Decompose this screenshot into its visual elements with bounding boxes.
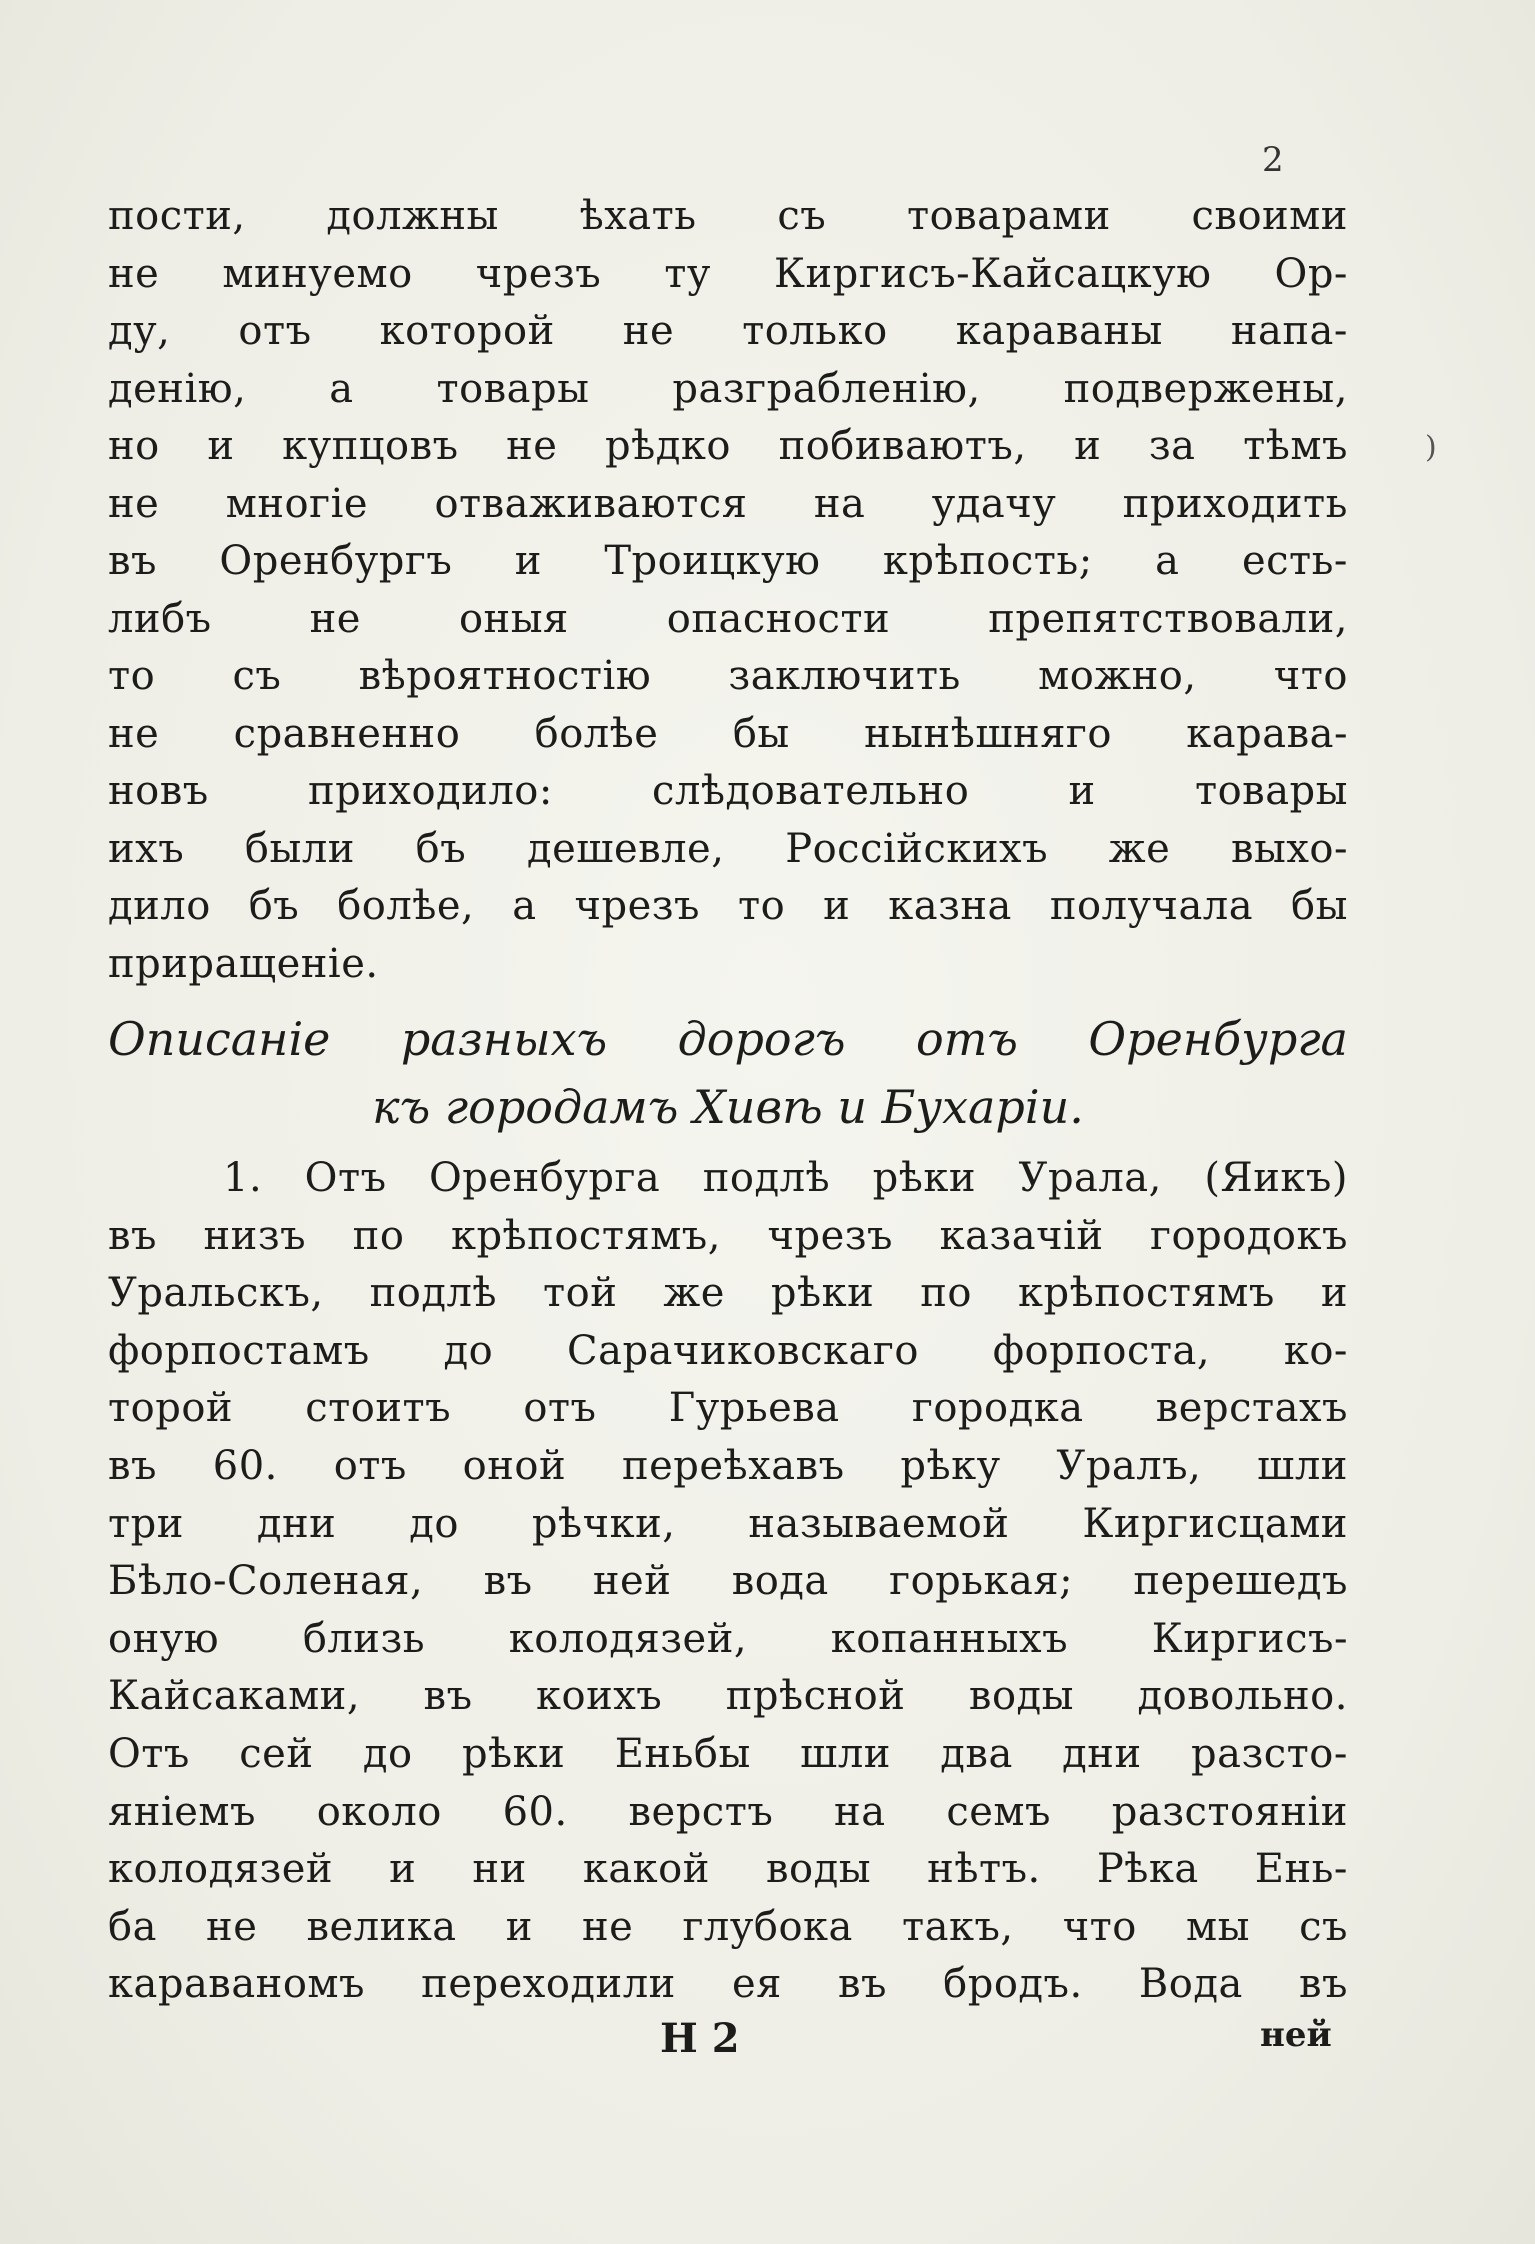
text-line: ба не велика и не глубока такъ, что мы съ (108, 1903, 1348, 1950)
text-line: Отъ сей до рѣки Еньбы шли два дни разсто- (108, 1730, 1348, 1777)
text-line: Кайсаками, въ коихъ прѣсной воды довольно. (108, 1673, 1348, 1720)
paragraph-main (108, 1150, 1348, 2014)
text-line: форпостамъ до Сарачиковскаго форпоста, ко- (108, 1327, 1348, 1374)
heading-line: къ городамъ Хивѣ и Бухаріи. (372, 1080, 1084, 1134)
text-line: дило бъ болѣе, а чрезъ то и казна получала бы (108, 883, 1348, 929)
text-line: либъ не оныя опасности препятствовали, (108, 595, 1348, 642)
catchword: ней (1260, 2015, 1332, 2055)
text-line: но и купцовъ не рѣдко побиваютъ, и за тѣмъ (108, 423, 1348, 469)
text-line: 1. Отъ Оренбурга подлѣ рѣки Урала, (Яикъ) (223, 1155, 1348, 1201)
text-line: ду, отъ которой не только караваны напа- (108, 308, 1348, 354)
margin-mark: ) (1425, 430, 1437, 465)
text-line: въ 60. отъ оной переѣхавъ рѣку Уралъ, шли (108, 1442, 1348, 1489)
text-line: не сравненно болѣе бы нынѣшняго карава- (108, 710, 1348, 757)
text-line: въ Оренбургъ и Троицкую крѣпость; а есть- (108, 538, 1348, 584)
heading-line: Описаніе разныхъ дорогъ отъ Оренбурга (108, 1012, 1348, 1066)
section-heading (108, 1005, 1348, 1141)
text-line: не минуемо чрезъ ту Киргисъ-Кайсацкую Ор- (108, 250, 1348, 297)
page-corner-mark: 2 (1262, 140, 1284, 180)
text-line: новъ приходило: слѣдовательно и товары (108, 768, 1348, 814)
text-line: въ низъ по крѣпостямъ, чрезъ казачій городокъ (108, 1212, 1348, 1259)
text-line: оную близь колодязей, копанныхъ Киргисъ- (108, 1615, 1348, 1662)
text-line: караваномъ переходили ея въ бродъ. Вода въ (108, 1961, 1348, 2008)
text-line: ихъ были бъ дешевле, Россійскихъ же выхо- (108, 825, 1348, 872)
text-line: торой стоитъ отъ Гурьева городка верстахъ (108, 1385, 1348, 1432)
text-line: яніемъ около 60. верстъ на семъ разстояніи (108, 1788, 1348, 1835)
text-line: три дни до рѣчки, называемой Киргисцами (108, 1500, 1348, 1547)
text-line: то съ вѣроятностію заключить можно, что (108, 653, 1348, 699)
printer-signature: Н 2 (660, 2015, 740, 2062)
text-line: колодязей и ни какой воды нѣтъ. Рѣка Ень- (108, 1846, 1348, 1893)
text-line: приращеніе. (108, 940, 379, 987)
text-line: не многіе отваживаются на удачу приходить (108, 480, 1348, 527)
text-line: денію, а товары разграбленію, подвержены, (108, 365, 1348, 412)
text-line: пости, должны ѣхать съ товарами своими (108, 193, 1348, 239)
text-line: Уральскъ, подлѣ той же рѣки по крѣпостямъ и (108, 1270, 1348, 1317)
paragraph-top (108, 188, 1348, 993)
text-line: Бѣло-Соленая, въ ней вода горькая; перешедъ (108, 1558, 1348, 1605)
